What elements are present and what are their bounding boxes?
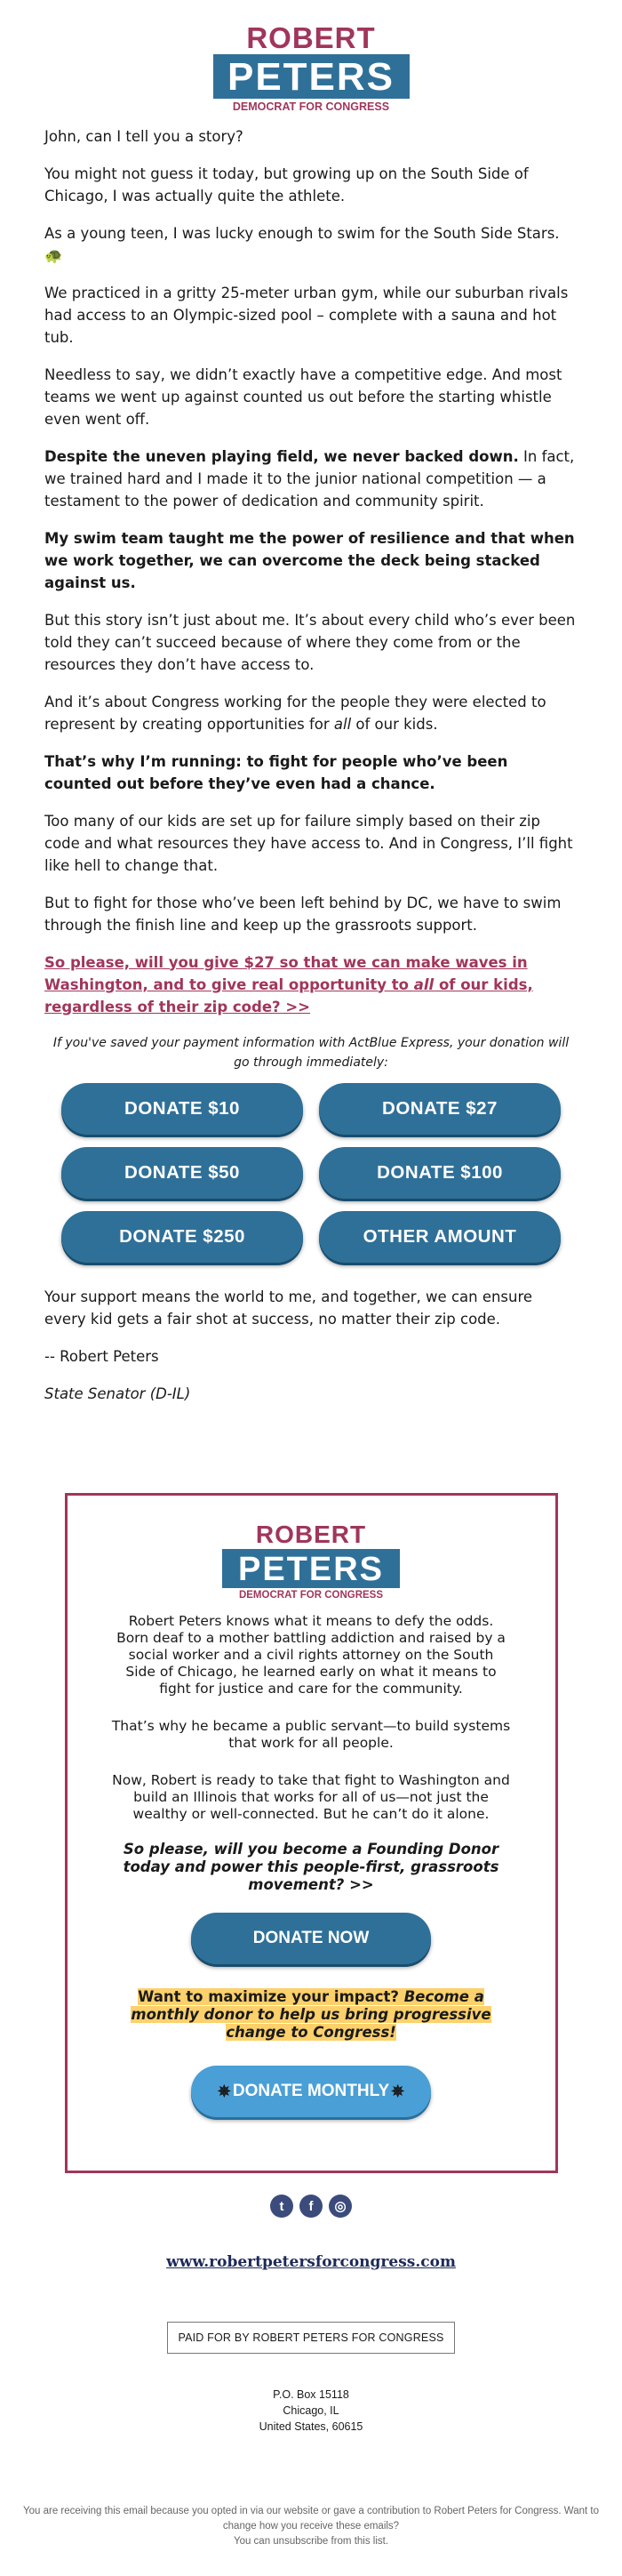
address-line: P.O. Box 15118 bbox=[273, 2388, 349, 2401]
signoff-title: State Senator (D-IL) bbox=[44, 1384, 191, 1402]
paragraph-bold: That’s why I’m running: to fight for people who’ve been counted out before they’ve even had a chance. bbox=[44, 752, 508, 792]
bio-box bbox=[65, 1493, 558, 2174]
signoff: -- Robert Peters bbox=[44, 1347, 159, 1365]
bio-logo bbox=[112, 1522, 511, 1601]
donate-250-button[interactable]: DONATE $250 bbox=[61, 1211, 303, 1263]
paragraph bbox=[44, 691, 578, 735]
email-footer bbox=[0, 2504, 622, 2567]
cta-text: So please, will you give $27 so that we can make waves in Washington, and to give real opportunity to bbox=[44, 953, 528, 993]
address-line: Chicago, IL bbox=[283, 2404, 339, 2417]
cta-emphasis: all bbox=[413, 975, 435, 993]
donate-27-link[interactable] bbox=[44, 954, 533, 1015]
paragraph-bold: My swim team taught me the power of resilience and that when we work together, we can overcome the deck being stacked against us. bbox=[44, 529, 575, 591]
donate-50-button[interactable]: DONATE $50 bbox=[61, 1147, 303, 1199]
facebook-icon[interactable]: f bbox=[299, 2195, 323, 2218]
paragraph-bold: Despite the uneven playing field, we never backed down. bbox=[44, 447, 519, 465]
instagram-icon[interactable]: ◎ bbox=[329, 2195, 352, 2218]
monthly-promo-lead: Want to maximize your impact? bbox=[138, 1988, 404, 2005]
logo-tagline: DEMOCRAT FOR CONGRESS bbox=[232, 100, 390, 113]
logo-first-name: ROBERT bbox=[255, 1520, 367, 1548]
paragraph: We practiced in a gritty 25-meter urban gym, while our suburban rivals had access to an Olympic-sized pool – complete with a sauna and hot tub. bbox=[44, 284, 569, 346]
monthly-promo bbox=[112, 1988, 511, 2042]
unsubscribe-link[interactable]: You can unsubscribe from this list. bbox=[233, 2536, 389, 2547]
paragraph-text: And it’s about Congress working for the people they were elected to represent by creating opportunities for bbox=[44, 693, 546, 733]
other-amount-button[interactable]: OTHER AMOUNT bbox=[319, 1211, 561, 1263]
donate-27-button[interactable]: DONATE $27 bbox=[319, 1083, 561, 1135]
logo-last-name: PETERS bbox=[213, 54, 410, 99]
paragraph: But to fight for those who’ve been left behind by DC, we have to swim through the finish line and keep up the grassroots support. bbox=[44, 894, 562, 934]
donate-monthly-wrap bbox=[112, 2066, 511, 2117]
bio-paragraph: That’s why he became a public servant—to build systems that work for all people. bbox=[111, 1718, 511, 1751]
donate-now-wrap bbox=[112, 1913, 511, 1964]
paragraph-rest: In fact, we trained hard and I made it to the junior national competition — a testament to the power of dedication and community spirit. bbox=[44, 447, 575, 510]
logo-first-name: ROBERT bbox=[246, 21, 376, 54]
footer-notice: You are receiving this email because you opted in via our website or gave a contribution to Robert Peters for Congress. Want to change how you receive these emails? bbox=[23, 2506, 599, 2532]
star-icon: ✵ bbox=[217, 2082, 231, 2100]
website-link[interactable]: www.robertpetersforcongress.com bbox=[166, 2253, 456, 2271]
paragraph-text: of our kids. bbox=[351, 715, 438, 733]
donate-button-grid bbox=[44, 1083, 578, 1263]
unsubscribe-line bbox=[12, 2534, 610, 2549]
paragraph: As a young teen, I was lucky enough to swim for the South Side Stars. 🐢 bbox=[44, 224, 560, 264]
paragraph bbox=[44, 750, 578, 795]
bio-cta: So please, will you become a Founding Donor today and power this people-first, grassroots movement? >> bbox=[123, 1841, 499, 1893]
paragraph: Needless to say, we didn’t exactly have a competitive edge. And most teams we went up against counted us out before the starting whistle even went off. bbox=[44, 365, 562, 428]
logo-last-name: PETERS bbox=[222, 1549, 400, 1588]
paragraph: But this story isn’t just about me. It’s about every child who’s ever been told they can’t succeed because of where they come from or the resources they don’t have access to. bbox=[44, 611, 576, 673]
paragraph bbox=[44, 445, 578, 512]
paragraph bbox=[44, 527, 578, 594]
donate-monthly-label: DONATE MONTHLY bbox=[232, 2082, 390, 2100]
monthly-promo-text bbox=[131, 1988, 490, 2041]
paragraph: You might not guess it today, but growing up on the South Side of Chicago, I was actually quite the athlete. bbox=[44, 165, 529, 205]
cta-paragraph bbox=[44, 951, 578, 1018]
monthly-promo-emphasis: Become a monthly donor to help us bring progressive change to Congress! bbox=[131, 1988, 491, 2041]
paid-for-box: PAID FOR BY ROBERT PETERS FOR CONGRESS bbox=[167, 2322, 454, 2354]
closing-paragraph: Your support means the world to me, and together, we can ensure every kid gets a fair shot at success, no matter their zip code. bbox=[44, 1288, 533, 1328]
paid-for-wrap bbox=[0, 2322, 622, 2354]
star-icon: ✵ bbox=[391, 2082, 405, 2100]
paragraph: Too many of our kids are set up for failure simply based on their zip code and what resources they have access to. And in Congress, I’ll fight like hell to change that. bbox=[44, 812, 573, 874]
address-line: United States, 60615 bbox=[259, 2420, 363, 2433]
logo-tagline: DEMOCRAT FOR CONGRESS bbox=[238, 1589, 384, 1601]
letter-body bbox=[0, 125, 622, 1405]
website-line bbox=[0, 2253, 622, 2271]
cta-text: of our kids, regardless of their zip code? >> bbox=[44, 975, 533, 1015]
donate-100-button[interactable]: DONATE $100 bbox=[319, 1147, 561, 1199]
donate-monthly-button[interactable] bbox=[191, 2066, 431, 2117]
greeting: John, can I tell you a story? bbox=[44, 127, 243, 145]
donate-10-button[interactable]: DONATE $10 bbox=[61, 1083, 303, 1135]
header-logo bbox=[0, 0, 622, 113]
twitter-icon[interactable]: t bbox=[270, 2195, 293, 2218]
donate-now-button[interactable]: DONATE NOW bbox=[191, 1913, 431, 1964]
bio-paragraph: Now, Robert is ready to take that fight to Washington and build an Illinois that works for all of us—not just the wealthy or well-connected. But he can’t do it alone. bbox=[112, 1772, 510, 1822]
social-links bbox=[0, 2195, 622, 2218]
bio-paragraph: Robert Peters knows what it means to defy the odds. Born deaf to a mother battling addiction and raised by a social worker and a civil rights attorney on the South Side of Chicago, he learned early on what it means to fight for justice and care for the community. bbox=[116, 1613, 506, 1697]
mailing-address bbox=[0, 2387, 622, 2435]
actblue-express-note: If you've saved your payment information with ActBlue Express, your donation will go through immediately: bbox=[52, 1035, 570, 1070]
paragraph-emphasis: all bbox=[333, 715, 352, 733]
